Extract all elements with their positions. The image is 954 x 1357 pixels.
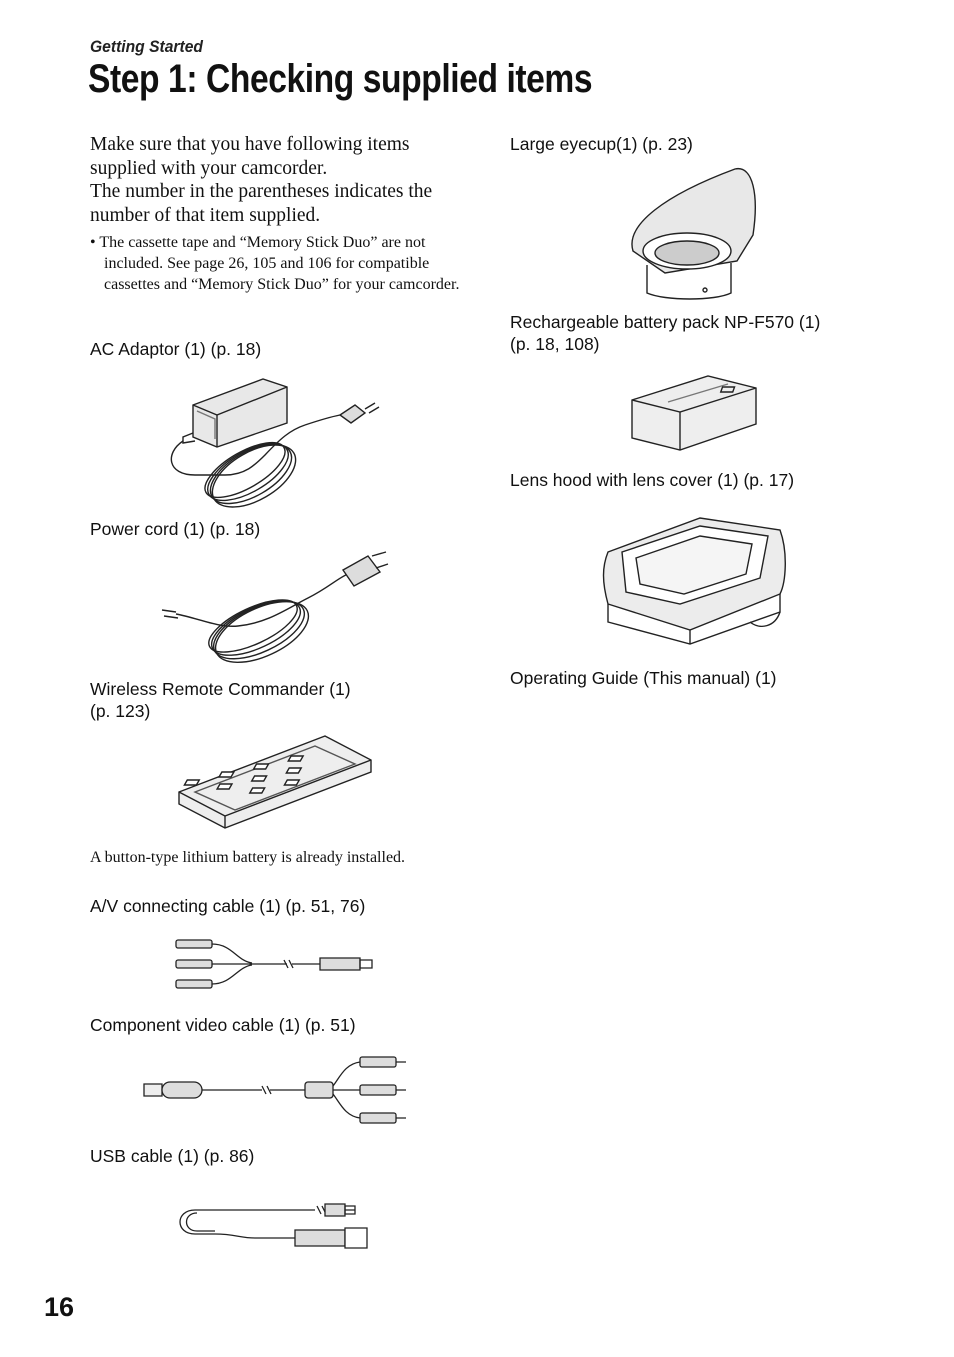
item-label-remote-commander xyxy=(90,678,351,722)
battery-illustration xyxy=(628,372,763,457)
item-label-power-cord: Power cord (1) (p. 18) xyxy=(90,519,261,539)
item-label-component-cable: Component video cable (1) (p. 51) xyxy=(90,1015,356,1035)
item-label-ac-adaptor: AC Adaptor (1) (p. 18) xyxy=(90,339,262,359)
page-title: Step 1: Checking supplied items xyxy=(88,57,593,101)
item-label-line: Rechargeable battery pack NP-F570 (1) xyxy=(510,312,821,332)
eyecup-illustration xyxy=(625,165,765,305)
component-cable-illustration xyxy=(140,1052,410,1132)
remote-commander-illustration xyxy=(175,732,375,832)
av-cable-illustration xyxy=(172,935,377,993)
intro-text xyxy=(90,133,470,227)
intro-paragraph: The number in the parentheses indicates the number of that item supplied. xyxy=(90,181,433,226)
remote-battery-note: A button-type lithium battery is already installed. xyxy=(90,849,406,866)
page-number: 16 xyxy=(44,1292,75,1322)
intro-paragraph: Make sure that you have following items supplied with your camcorder. xyxy=(90,134,410,179)
item-label-operating-guide: Operating Guide (This manual) (1) xyxy=(510,668,777,688)
usb-cable-illustration xyxy=(175,1198,375,1254)
item-label-line: Wireless Remote Commander (1) xyxy=(90,679,351,699)
lens-hood-illustration xyxy=(600,512,790,647)
item-label-usb-cable: USB cable (1) (p. 86) xyxy=(90,1146,255,1166)
item-label-lens-hood: Lens hood with lens cover (1) (p. 17) xyxy=(510,470,795,490)
item-label-line: (p. 18, 108) xyxy=(510,334,600,354)
ac-adaptor-illustration xyxy=(165,375,390,510)
intro-bullet-note: • The cassette tape and “Memory Stick Duo” are not included. See page 26, 105 and 106 for compatible cassettes and “Memory Stick Duo” for your camcorder. xyxy=(90,234,460,293)
item-label-eyecup: Large eyecup(1) (p. 23) xyxy=(510,134,693,154)
item-label-av-cable: A/V connecting cable (1) (p. 51, 76) xyxy=(90,896,366,916)
power-cord-illustration xyxy=(158,548,393,658)
item-label-line: (p. 123) xyxy=(90,701,151,721)
section-heading: Getting Started xyxy=(90,37,203,56)
item-label-battery xyxy=(510,311,820,355)
